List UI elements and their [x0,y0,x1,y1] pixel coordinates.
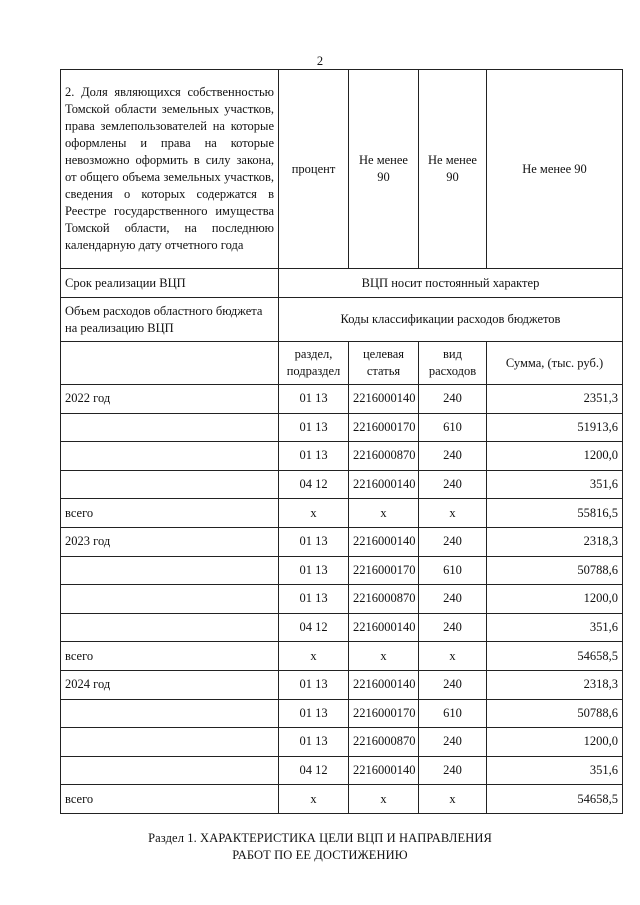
section-code: 01 13 [279,585,349,614]
target-code: х [349,499,419,528]
target-code: 2216000170 [349,556,419,585]
sum-value: 51913,6 [487,413,623,442]
target-code: 2216000870 [349,585,419,614]
section-code: 01 13 [279,556,349,585]
indicator-unit: процент [279,70,349,269]
row-label [61,442,279,471]
row-label [61,556,279,585]
target-code: х [349,642,419,671]
row-label [61,413,279,442]
sum-value: 55816,5 [487,499,623,528]
row-label: всего [61,642,279,671]
target-code: 2216000170 [349,413,419,442]
expense-type: 610 [419,556,487,585]
table-row [61,785,623,814]
section-code: 01 13 [279,385,349,414]
target-code: х [349,785,419,814]
section-code: 01 13 [279,699,349,728]
budget-row [61,298,623,342]
indicator-value-1: Не менее 90 [349,70,419,269]
table-row [61,699,623,728]
expense-type: 610 [419,699,487,728]
row-label [61,470,279,499]
sum-value: 2318,3 [487,670,623,699]
table-row [61,442,623,471]
sum-value: 351,6 [487,756,623,785]
term-value: ВЦП носит постоянный характер [279,269,623,298]
section-code: 01 13 [279,413,349,442]
column-sum-header: Сумма, (тыс. руб.) [487,342,623,385]
section-code: 01 13 [279,442,349,471]
expense-type: 240 [419,385,487,414]
sum-value: 50788,6 [487,699,623,728]
column-target-header: целевая статья [349,342,419,385]
table-row [61,670,623,699]
expense-type: 610 [419,413,487,442]
expense-type: 240 [419,527,487,556]
sum-value: 2351,3 [487,385,623,414]
section-code: 01 13 [279,728,349,757]
term-row [61,269,623,298]
row-label: 2022 год [61,385,279,414]
sum-value: 1200,0 [487,585,623,614]
target-code: 2216000870 [349,442,419,471]
sum-value: 1200,0 [487,442,623,471]
table-row [61,613,623,642]
page-number: 2 [316,54,324,68]
row-label [61,585,279,614]
row-label: всего [61,499,279,528]
table-row [61,556,623,585]
expense-type: 240 [419,728,487,757]
table-row [61,642,623,671]
sum-value: 54658,5 [487,785,623,814]
sum-value: 2318,3 [487,527,623,556]
indicator-name: 2. Доля являющихся собственностью Томской области земельных участков, права землепользователей на которые оформлены и права на которые невозможно оформить в силу закона, от общего объема земельных участков, сведения о которых содержатся в Реестре государственного имущества Томской области, на последнюю календарную дату отчетного года [61,70,279,269]
table-row [61,728,623,757]
target-code: 2216000140 [349,670,419,699]
table-row [61,756,623,785]
row-label: всего [61,785,279,814]
target-code: 2216000170 [349,699,419,728]
section-code: х [279,785,349,814]
program-table [60,69,623,814]
expense-type: х [419,642,487,671]
term-label: Срок реализации ВЦП [61,269,279,298]
expense-type: 240 [419,470,487,499]
indicator-value-2: Не менее 90 [419,70,487,269]
row-label: 2023 год [61,527,279,556]
section-title [0,830,640,864]
section-code: х [279,642,349,671]
sum-value: 54658,5 [487,642,623,671]
row-label: 2024 год [61,670,279,699]
row-label [61,728,279,757]
columns-header-empty [61,342,279,385]
table-row [61,499,623,528]
sum-value: 50788,6 [487,556,623,585]
target-code: 2216000870 [349,728,419,757]
sum-value: 351,6 [487,470,623,499]
table-row [61,385,623,414]
section-title-line-2: РАБОТ ПО ЕЕ ДОСТИЖЕНИЮ [232,848,408,862]
expense-type: 240 [419,613,487,642]
codes-header: Коды классификации расходов бюджетов [279,298,623,342]
expense-type: 240 [419,670,487,699]
section-code: 04 12 [279,756,349,785]
section-code: 01 13 [279,527,349,556]
table-row [61,585,623,614]
target-code: 2216000140 [349,527,419,556]
indicator-row [61,70,623,269]
section-code: х [279,499,349,528]
sum-value: 351,6 [487,613,623,642]
section-title-line-1: Раздел 1. ХАРАКТЕРИСТИКА ЦЕЛИ ВЦП И НАПРАВЛЕНИЯ [148,831,492,845]
columns-header-row [61,342,623,385]
column-type-header: вид расходов [419,342,487,385]
section-code: 04 12 [279,470,349,499]
section-code: 01 13 [279,670,349,699]
expense-type: 240 [419,585,487,614]
column-section-header: раздел, подраздел [279,342,349,385]
row-label [61,756,279,785]
expense-type: х [419,499,487,528]
sum-value: 1200,0 [487,728,623,757]
row-label [61,613,279,642]
target-code: 2216000140 [349,756,419,785]
budget-label: Объем расходов областного бюджета на реализацию ВЦП [61,298,279,342]
target-code: 2216000140 [349,470,419,499]
table-row [61,470,623,499]
target-code: 2216000140 [349,613,419,642]
section-code: 04 12 [279,613,349,642]
expense-type: 240 [419,756,487,785]
row-label [61,699,279,728]
table-row [61,527,623,556]
target-code: 2216000140 [349,385,419,414]
expense-type: х [419,785,487,814]
table-row [61,413,623,442]
expense-type: 240 [419,442,487,471]
indicator-value-3: Не менее 90 [487,70,623,269]
